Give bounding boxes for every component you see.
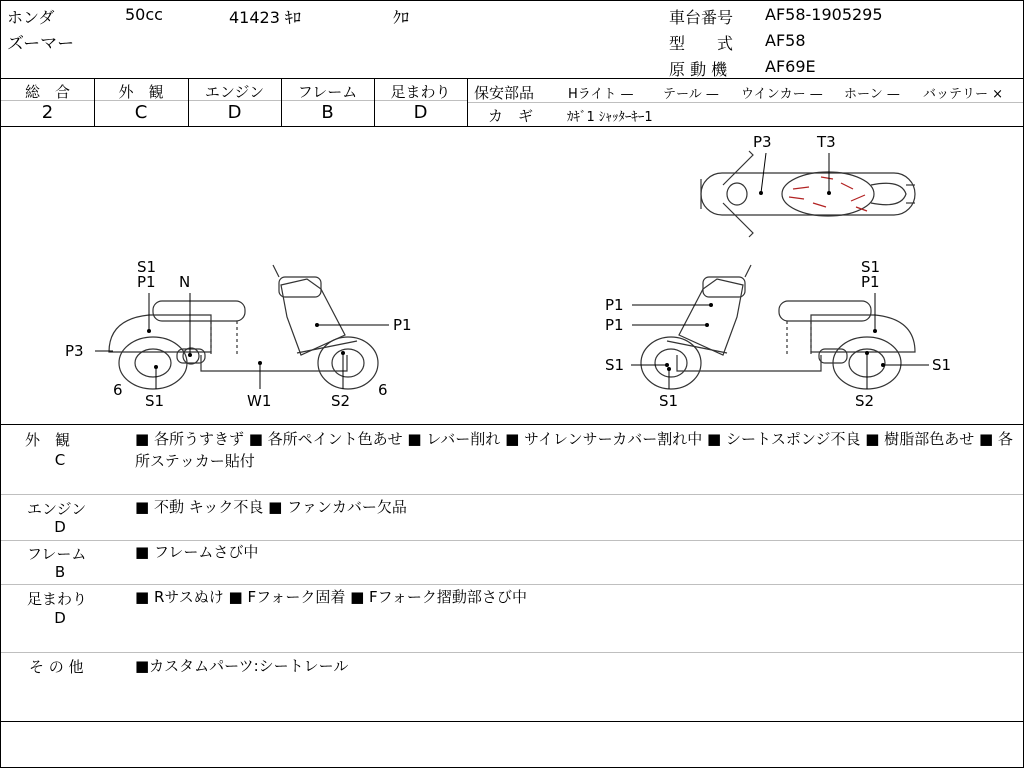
diagram-label: W1: [247, 392, 272, 410]
section-suspension-grade: D: [54, 609, 66, 627]
divider: [467, 78, 468, 126]
diagram-label: S1: [137, 258, 157, 276]
divider: [467, 102, 1023, 103]
section-other-text: ■カスタムパーツ:シートレール: [135, 657, 349, 675]
section-suspension-text: ■ Rサスぬけ ■ Fフォーク固着 ■ Fフォーク摺動部さび中: [135, 588, 527, 606]
divider: [1, 494, 1023, 495]
divider: [1, 584, 1023, 585]
grade-exterior-label: 外 観: [118, 83, 164, 101]
safety-item-winker: ウインカー —: [741, 87, 823, 102]
body-color: ｸﾛ: [393, 8, 410, 27]
section-frame-text: ■ フレームさび中: [135, 543, 259, 561]
diagram-label: S1: [861, 258, 881, 276]
diagram-label: P1: [861, 273, 880, 291]
diagram-label: T3: [817, 133, 836, 151]
diagram-label: 6: [378, 381, 388, 399]
grade-frame-value: B: [321, 102, 334, 123]
model-name: ズーマー: [7, 34, 75, 54]
grade-frame-label: フレーム: [297, 83, 358, 101]
diagram-label: P1: [605, 296, 624, 314]
engine-displacement: 50cc: [125, 5, 163, 24]
safety-item-horn: ホーン —: [844, 87, 900, 102]
scooter-top-view: [701, 151, 915, 237]
diagram-label: 6: [113, 381, 123, 399]
safety-item-headlight: Hライト —: [568, 87, 634, 102]
grade-suspension-value: D: [413, 102, 428, 123]
grade-overall-value: 2: [41, 102, 54, 123]
diagram-label: P1: [393, 316, 412, 334]
key-value: ｶｷﾞ1 ｼｬｯﾀｰｷｰ1: [567, 110, 653, 125]
divider: [1, 652, 1023, 653]
damage-diagram: [1, 127, 1023, 424]
engine-label: 原 動 機: [669, 60, 728, 79]
diagram-label: S1: [605, 356, 625, 374]
frame-number: AF58-1905295: [765, 5, 883, 24]
safety-item-battery: バッテリー ×: [923, 87, 1004, 102]
divider: [1, 78, 1023, 79]
type-value: AF58: [765, 31, 806, 50]
section-engine-text: ■ 不動 キック不良 ■ ファンカバー欠品: [135, 498, 407, 516]
grade-suspension-label: 足まわり: [390, 83, 451, 101]
diagram-label: P1: [137, 273, 156, 291]
section-frame-grade: B: [54, 563, 66, 581]
grade-exterior-value: C: [134, 102, 148, 123]
grade-engine-value: D: [227, 102, 242, 123]
grade-engine-label: エンジン: [204, 83, 265, 101]
diagram-label: S1: [659, 392, 679, 410]
section-exterior-grade: C: [54, 451, 66, 469]
diagram-label: S1: [932, 356, 952, 374]
section-exterior-text: ■ 各所うすきず ■ 各所ペイント色あせ ■ レバー削れ ■ サイレンサーカバー割れ中 ■ シートスポンジ不良 ■ 樹脂部色あせ ■ 各所ステッカー貼付: [135, 430, 1013, 470]
diagram-label: P1: [605, 316, 624, 334]
safety-title: 保安部品: [474, 84, 535, 102]
safety-item-taillight: テール —: [663, 87, 719, 102]
section-engine-label: エンジン: [27, 500, 87, 518]
maker: ホンダ: [7, 8, 55, 27]
key-label: カ ギ: [488, 107, 534, 125]
section-frame-label: フレーム: [27, 545, 87, 563]
mileage: 41423 ｷﾛ: [229, 8, 301, 27]
diagram-label: P3: [65, 342, 84, 360]
diagram-label: P3: [753, 133, 772, 151]
type-label: 型 式: [669, 34, 734, 53]
divider: [1, 424, 1023, 425]
section-suspension-label: 足まわり: [27, 590, 88, 608]
section-engine-grade: D: [54, 518, 66, 536]
frame-number-label: 車台番号: [669, 8, 734, 27]
section-exterior-label: 外 観: [25, 431, 71, 449]
diagram-label: S2: [331, 392, 351, 410]
divider: [1, 721, 1023, 722]
grade-overall-label: 総 合: [24, 83, 70, 101]
section-other-label: そ の 他: [29, 658, 84, 676]
engine-value: AF69E: [765, 57, 816, 76]
diagram-label: N: [179, 273, 191, 291]
diagram-label: S2: [855, 392, 875, 410]
diagram-label: S1: [145, 392, 165, 410]
